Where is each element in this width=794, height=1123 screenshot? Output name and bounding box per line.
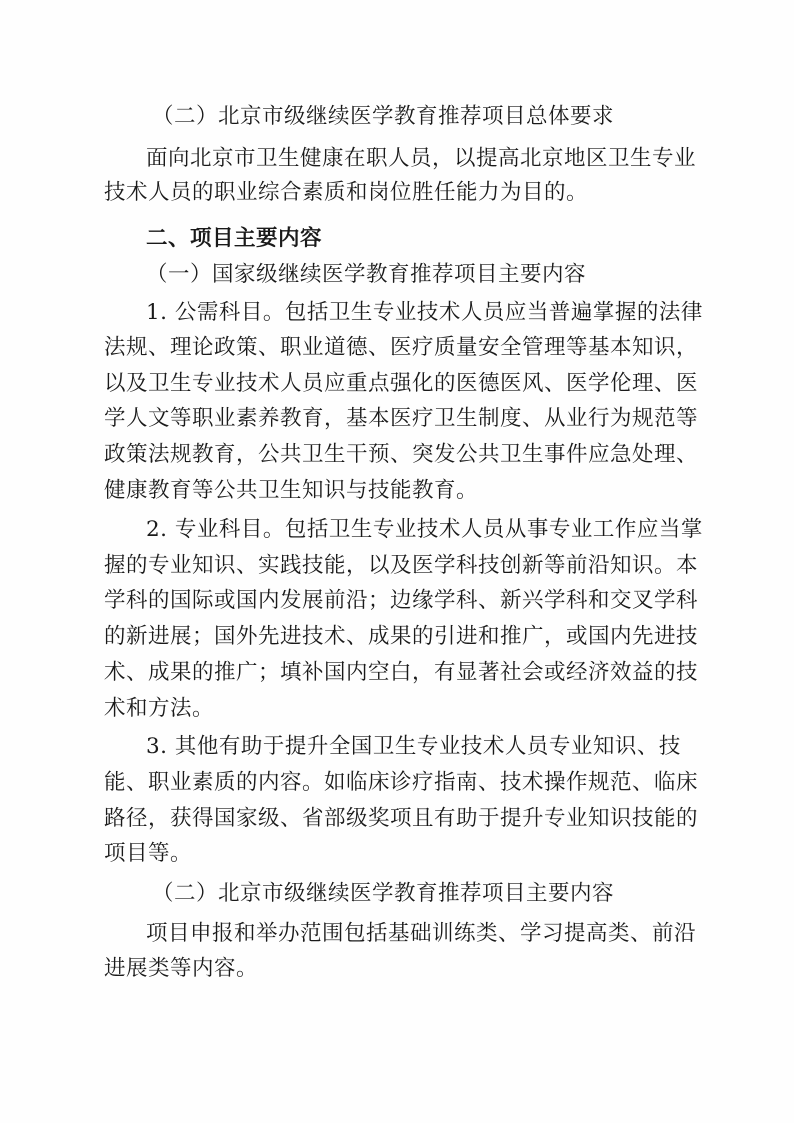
paragraph-line: 以及卫生专业技术人员应重点强化的医德医风、医学伦理、医 bbox=[104, 371, 699, 396]
paragraph-line: 面向北京市卫生健康在职人员，以提高北京地区卫生专业 bbox=[146, 146, 697, 171]
paragraph-line: 进展类等内容。 bbox=[104, 956, 259, 981]
paragraph-line: 3. 其他有助于提升全国卫生专业技术人员专业知识、技 bbox=[146, 734, 681, 759]
paragraph-line: 技术人员的职业综合素质和岗位胜任能力为目的。 bbox=[104, 180, 589, 205]
paragraph-line: 术和方法。 bbox=[104, 696, 215, 721]
paragraph-line: 术、成果的推广；填补国内空白，有显著社会或经济效益的技 bbox=[104, 660, 699, 685]
subheading-beijing-overall-requirements: （二）北京市级继续医学教育推荐项目总体要求 bbox=[152, 104, 615, 129]
paragraph-line: 能、职业素质的内容。如临床诊疗指南、技术操作规范、临床 bbox=[104, 770, 699, 795]
paragraph-line: 的新进展；国外先进技术、成果的引进和推广，或国内先进技 bbox=[104, 624, 699, 649]
subheading-national-main-content: （一）国家级继续医学教育推荐项目主要内容 bbox=[146, 262, 587, 287]
paragraph-line: 2. 专业科目。包括卫生专业技术人员从事专业工作应当掌 bbox=[146, 517, 703, 542]
paragraph-line: 政策法规教育，公共卫生干预、突发公共卫生事件应急处理、 bbox=[104, 442, 699, 467]
paragraph-line: 项目等。 bbox=[104, 841, 193, 866]
paragraph-line: 法规、理论政策、职业道德、医疗质量安全管理等基本知识， bbox=[104, 335, 699, 360]
paragraph-line: 1. 公需科目。包括卫生专业技术人员应当普遍掌握的法律 bbox=[146, 300, 703, 325]
paragraph-line: 路径，获得国家级、省部级奖项且有助于提升专业知识技能的 bbox=[104, 806, 699, 831]
section-heading-main-content: 二、项目主要内容 bbox=[146, 226, 323, 251]
paragraph-line: 学科的国际或国内发展前沿；边缘学科、新兴学科和交叉学科 bbox=[104, 588, 699, 613]
paragraph-line: 健康教育等公共卫生知识与技能教育。 bbox=[104, 478, 479, 503]
paragraph-line: 握的专业知识、实践技能，以及医学科技创新等前沿知识。本 bbox=[104, 553, 699, 578]
subheading-beijing-main-content: （二）北京市级继续医学教育推荐项目主要内容 bbox=[152, 881, 615, 906]
paragraph-line: 项目申报和举办范围包括基础训练类、学习提高类、前沿 bbox=[146, 921, 697, 946]
paragraph-line: 学人文等职业素养教育，基本医疗卫生制度、从业行为规范等 bbox=[104, 406, 699, 431]
